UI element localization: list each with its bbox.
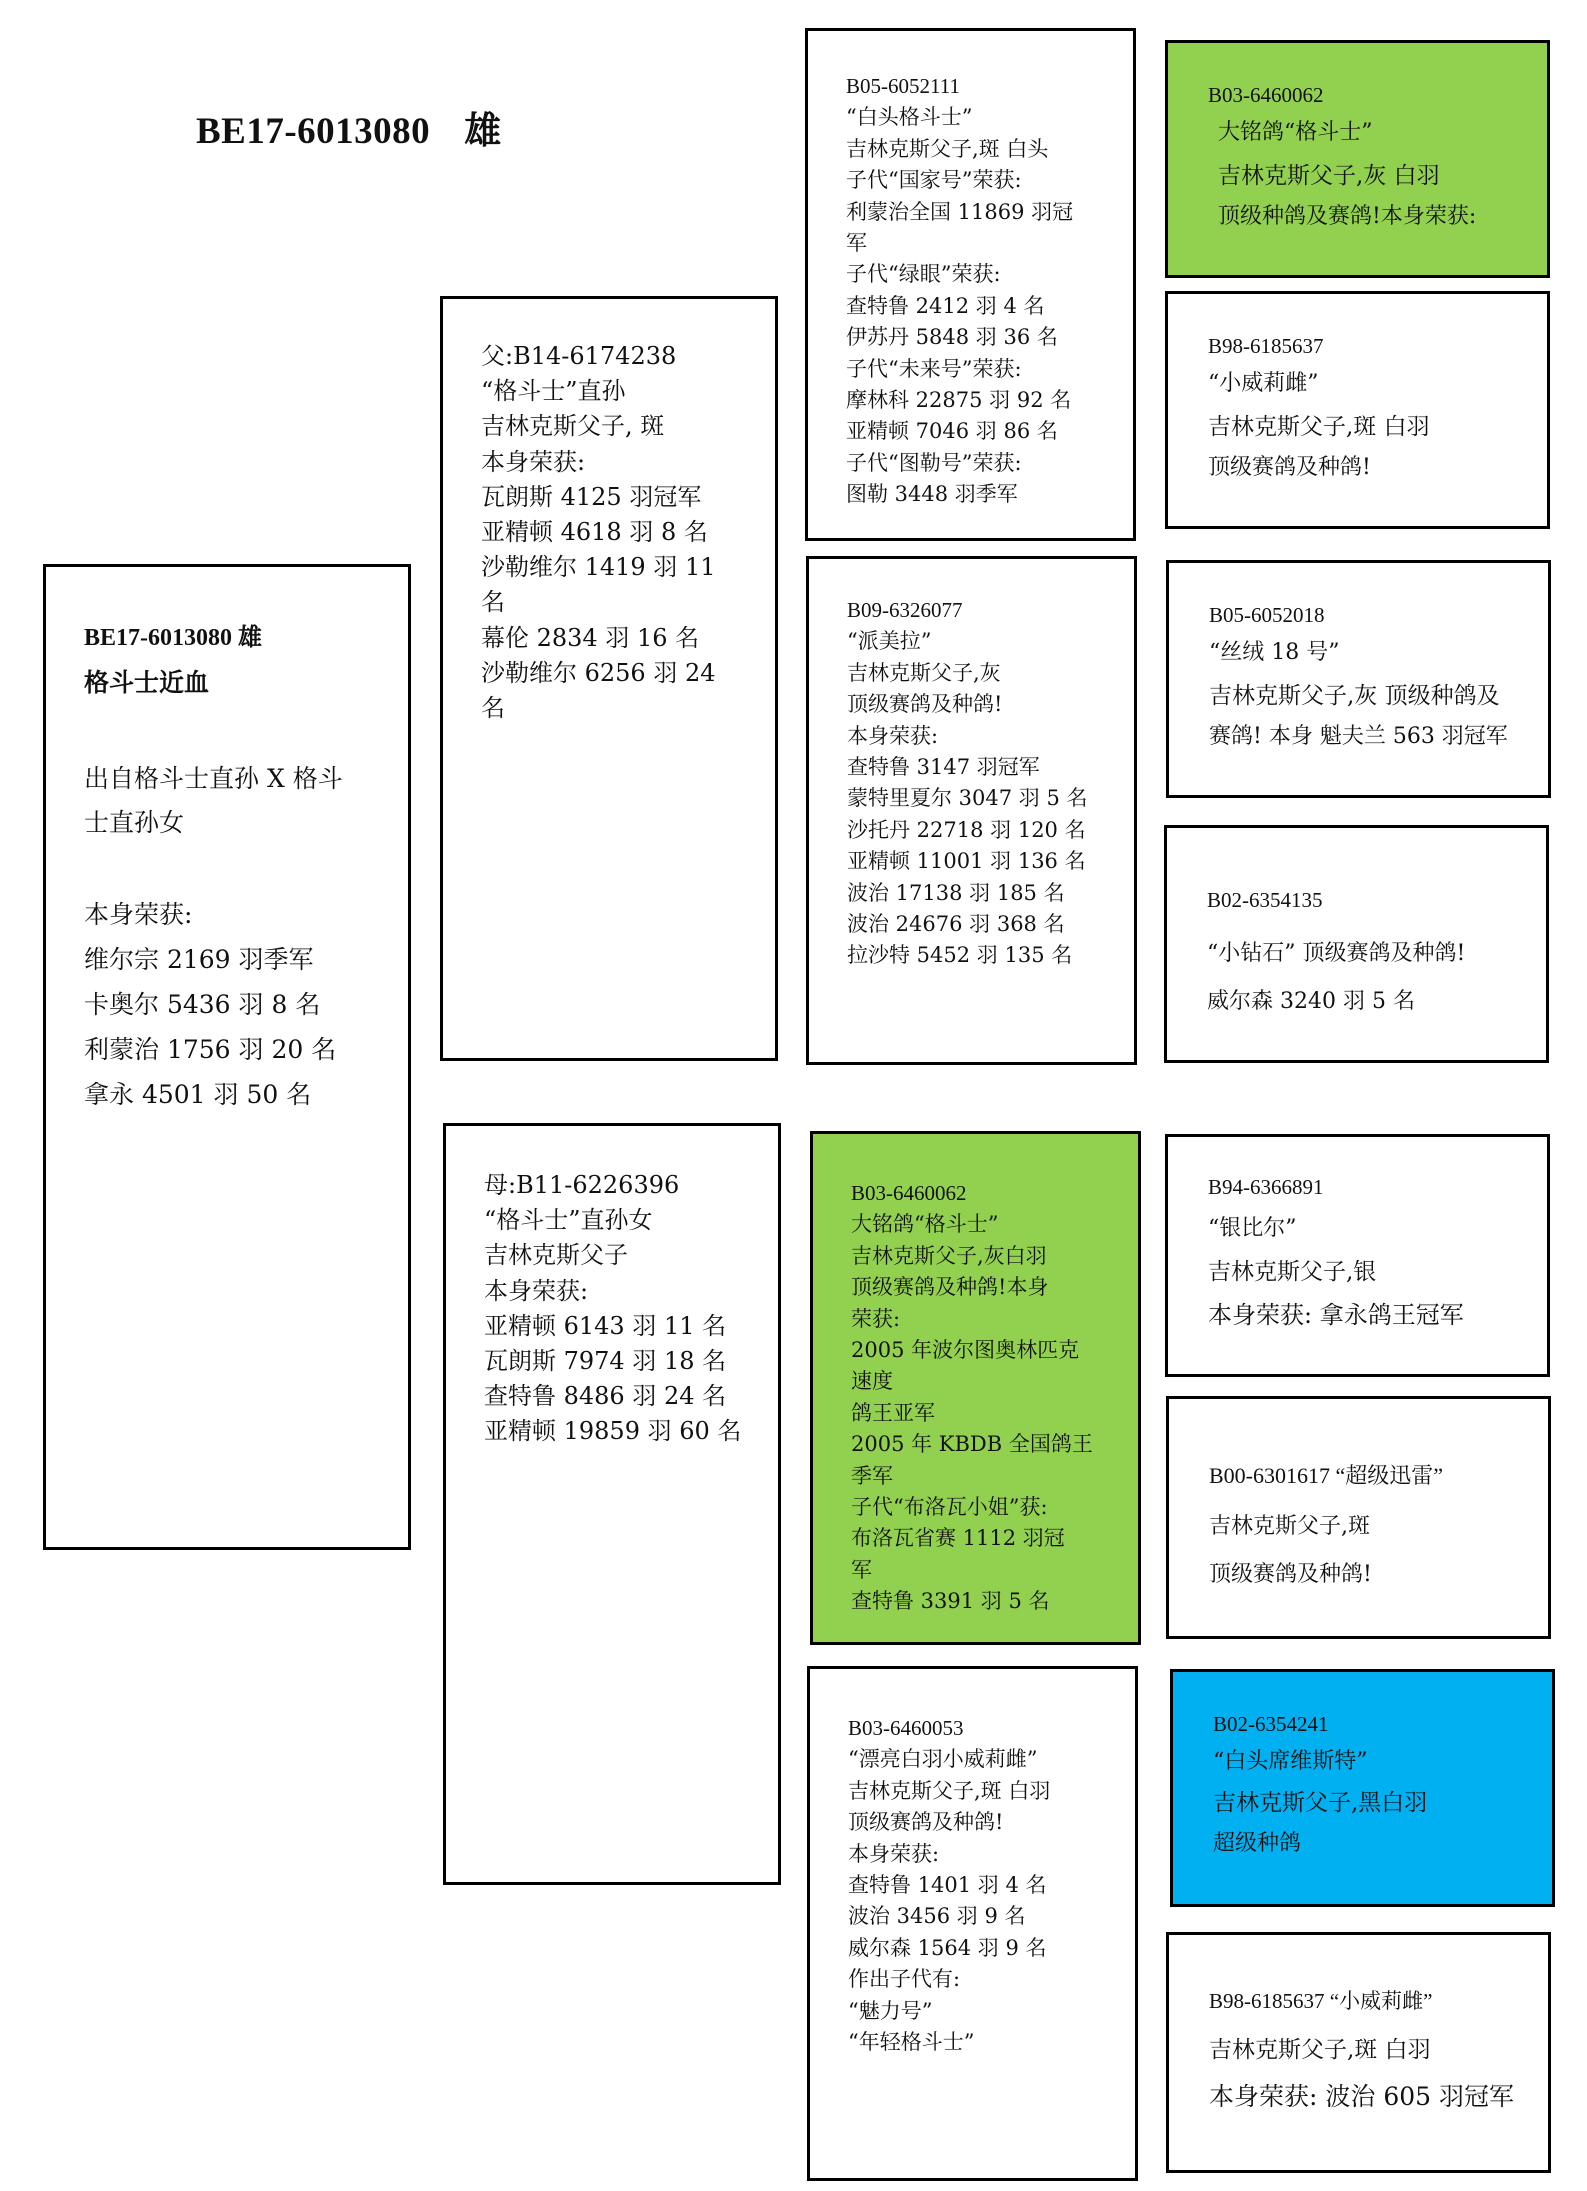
great-grandparent-line: 吉林克斯父子,灰 顶级种鸽及 xyxy=(1209,683,1500,709)
sire-line: 本身荣获: xyxy=(481,447,586,476)
dam-card xyxy=(443,1123,781,1885)
title-ring: BE17-6013080 xyxy=(196,111,431,152)
subject-awards-label: 本身荣获: xyxy=(84,900,193,929)
grandparent-line: 蒙特里夏尔 3047 羽 5 名 xyxy=(847,786,1088,811)
grandparent-line: B03-6460062 xyxy=(851,1181,967,1205)
grandparent-line: 速度 xyxy=(851,1369,893,1394)
grandparent-line: 本身荣获: xyxy=(848,1841,940,1866)
grandparent-line: 利蒙治全国 11869 羽冠 xyxy=(846,199,1074,224)
great-grandparent-card xyxy=(1165,1134,1550,1377)
grandparent-line: 查特鲁 3147 羽冠军 xyxy=(847,755,1040,780)
grandparent-line: 图勒 3448 羽季军 xyxy=(846,482,1018,507)
dam-line: 母:B11-6226396 xyxy=(484,1171,680,1199)
grandparent-line: 军 xyxy=(851,1557,872,1582)
great-grandparent-line: 吉林克斯父子,斑 白羽 xyxy=(1209,2037,1431,2063)
grandparent-line: 2005 年 KBDB 全国鸽王 xyxy=(851,1432,1093,1457)
subject-strain: 格斗士近血 xyxy=(84,668,210,697)
dam-line: 亚精顿 19859 羽 60 名 xyxy=(484,1417,742,1446)
grandparent-line: 亚精顿 11001 羽 136 名 xyxy=(847,849,1086,874)
subject-award: 利蒙治 1756 羽 20 名 xyxy=(84,1035,337,1064)
sire-line: “格斗士”直孙 xyxy=(481,377,626,406)
great-grandparent-line: B98-6185637 xyxy=(1208,334,1324,358)
grandparent-line: 荣获: xyxy=(851,1306,901,1331)
sire-line: 父:B14-6174238 xyxy=(481,342,677,370)
dam-line: “格斗士”直孙女 xyxy=(484,1206,653,1235)
grandparent-line: 顶级赛鸽及种鸽! xyxy=(848,1810,1004,1835)
great-grandparent-line: “银比尔” xyxy=(1208,1216,1297,1241)
great-grandparent-line: “白头席维斯特” xyxy=(1213,1749,1368,1774)
great-grandparent-line: 吉林克斯父子,斑 白羽 xyxy=(1208,414,1430,440)
paternal-granddam-card xyxy=(806,556,1137,1065)
subject-award: 拿永 4501 羽 50 名 xyxy=(84,1080,312,1109)
grandparent-line: 波治 24676 羽 368 名 xyxy=(847,912,1065,937)
subject-award: 卡奥尔 5436 羽 8 名 xyxy=(84,990,321,1019)
sire-line: 名 xyxy=(481,694,505,723)
grandparent-line: 查特鲁 2412 羽 4 名 xyxy=(846,293,1045,318)
maternal-grandsire-card xyxy=(810,1131,1141,1645)
great-grandparent-line: 顶级种鸽及赛鸽!本身荣获: xyxy=(1218,204,1477,229)
great-grandparent-line: 顶级赛鸽及种鸽! xyxy=(1208,455,1371,480)
grandparent-line: 子代“图勒号”荣获: xyxy=(846,450,1022,475)
sire-card xyxy=(440,296,778,1061)
grandparent-line: 顶级赛鸽及种鸽! xyxy=(847,692,1003,717)
grandparent-line: 拉沙特 5452 羽 135 名 xyxy=(847,943,1073,968)
grandparent-line: “白头格斗士” xyxy=(846,105,973,130)
great-grandparent-card xyxy=(1166,560,1551,798)
grandparent-line: 子代“未来号”荣获: xyxy=(846,356,1022,381)
grandparent-line: 亚精顿 7046 羽 86 名 xyxy=(846,419,1058,444)
great-grandparent-line: “丝绒 18 号” xyxy=(1209,640,1340,665)
great-grandparent-card xyxy=(1166,1396,1551,1639)
grandparent-line: 子代“布洛瓦小姐”获: xyxy=(851,1495,1048,1520)
sire-line: 名 xyxy=(481,588,505,617)
grandparent-line: “漂亮白羽小威莉雌” xyxy=(848,1747,1038,1772)
great-grandparent-card xyxy=(1170,1669,1555,1907)
grandparent-line: 顶级赛鸽及种鸽!本身 xyxy=(851,1275,1049,1300)
grandparent-line: 查特鲁 3391 羽 5 名 xyxy=(851,1589,1050,1614)
great-grandparent-line: B02-6354241 xyxy=(1213,1712,1329,1736)
great-grandparent-card xyxy=(1166,1932,1551,2173)
grandparent-line: 摩林科 22875 羽 92 名 xyxy=(846,388,1072,413)
grandparent-line: 季军 xyxy=(851,1463,893,1488)
dam-line: 吉林克斯父子 xyxy=(484,1241,628,1270)
great-grandparent-line: B94-6366891 xyxy=(1208,1175,1324,1199)
dam-line: 瓦朗斯 7974 羽 18 名 xyxy=(484,1347,727,1376)
great-grandparent-card xyxy=(1164,825,1549,1063)
grandparent-line: 子代“国家号”荣获: xyxy=(846,168,1022,193)
title-sex: 雄 xyxy=(464,111,502,152)
sire-line: 幕伦 2834 羽 16 名 xyxy=(481,623,700,652)
grandparent-line: 吉林克斯父子,灰白羽 xyxy=(851,1243,1047,1268)
great-grandparent-card xyxy=(1165,291,1550,529)
grandparent-line: 吉林克斯父子,斑 白羽 xyxy=(848,1778,1051,1803)
subject-origin-line: 出自格斗士直孙 X 格斗 xyxy=(84,764,343,793)
dam-line: 亚精顿 6143 羽 11 名 xyxy=(484,1311,727,1340)
great-grandparent-line: 吉林克斯父子,银 xyxy=(1208,1259,1377,1285)
subject-card xyxy=(43,564,411,1550)
maternal-granddam-card xyxy=(807,1666,1138,2181)
grandparent-line: 2005 年波尔图奥林匹克 xyxy=(851,1338,1080,1363)
great-grandparent-line: B02-6354135 xyxy=(1207,888,1323,912)
grandparent-line: 本身荣获: xyxy=(847,723,939,748)
grandparent-line: 作出子代有: xyxy=(848,1967,961,1992)
grandparent-line: 布洛瓦省赛 1112 羽冠 xyxy=(851,1526,1065,1551)
grandparent-line: 吉林克斯父子,灰 xyxy=(847,660,1001,685)
grandparent-line: 沙托丹 22718 羽 120 名 xyxy=(847,817,1086,842)
grandparent-line: “魅力号” xyxy=(848,1998,933,2023)
grandparent-line: 伊苏丹 5848 羽 36 名 xyxy=(846,325,1058,350)
great-grandparent-line: B00-6301617 “超级迅雷” xyxy=(1209,1463,1444,1488)
great-grandparent-line: 本身荣获: 波治 605 羽冠军 xyxy=(1209,2082,1514,2111)
great-grandparent-line: B98-6185637 “小威莉雌” xyxy=(1209,1989,1433,2013)
sire-line: 沙勒维尔 1419 羽 11 xyxy=(481,553,716,582)
sire-line: 吉林克斯父子, 斑 xyxy=(481,412,665,441)
subject-ring: BE17-6013080 雄 xyxy=(84,625,263,651)
subject-origin-line: 士直孙女 xyxy=(84,808,185,837)
grandparent-line: 威尔森 1564 羽 9 名 xyxy=(848,1935,1047,1960)
grandparent-line: 波治 17138 羽 185 名 xyxy=(847,880,1065,905)
great-grandparent-line: 大铭鸽“格斗士” xyxy=(1218,120,1373,145)
grandparent-line: 大铭鸽“格斗士” xyxy=(851,1212,999,1237)
great-grandparent-card xyxy=(1165,40,1550,278)
great-grandparent-line: 本身荣获: 拿永鸽王冠军 xyxy=(1208,1301,1464,1329)
great-grandparent-line: 超级种鸽 xyxy=(1213,1831,1302,1856)
grandparent-line: 查特鲁 1401 羽 4 名 xyxy=(848,1873,1047,1898)
great-grandparent-line: 赛鸽! 本身 魁夫兰 563 羽冠军 xyxy=(1209,724,1508,749)
grandparent-line: 子代“绿眼”荣获: xyxy=(846,262,1001,287)
dam-line: 查特鲁 8486 羽 24 名 xyxy=(484,1382,727,1411)
great-grandparent-line: 吉林克斯父子,黑白羽 xyxy=(1213,1790,1428,1816)
subject-award: 维尔宗 2169 羽季军 xyxy=(84,945,314,974)
dam-line: 本身荣获: xyxy=(484,1276,589,1305)
grandparent-line: 鸽王亚军 xyxy=(851,1400,935,1425)
great-grandparent-line: “小威莉雌” xyxy=(1208,371,1319,396)
sire-line: 沙勒维尔 6256 羽 24 xyxy=(481,658,716,687)
sire-line: 瓦朗斯 4125 羽冠军 xyxy=(481,482,702,511)
grandparent-line: B03-6460053 xyxy=(848,1716,964,1740)
great-grandparent-line: 吉林克斯父子,灰 白羽 xyxy=(1218,163,1440,189)
grandparent-line: “派美拉” xyxy=(847,629,932,654)
great-grandparent-line: 吉林克斯父子,斑 xyxy=(1209,1514,1370,1539)
great-grandparent-line: B03-6460062 xyxy=(1208,83,1324,107)
great-grandparent-line: 威尔森 3240 羽 5 名 xyxy=(1207,989,1415,1014)
paternal-grandsire-card xyxy=(805,28,1136,541)
grandparent-line: “年轻格斗士” xyxy=(848,2030,975,2055)
page-title xyxy=(196,100,536,154)
great-grandparent-line: B05-6052018 xyxy=(1209,603,1325,627)
grandparent-line: 吉林克斯父子,斑 白头 xyxy=(846,136,1049,161)
grandparent-line: 军 xyxy=(846,231,867,256)
grandparent-line: B09-6326077 xyxy=(847,598,963,622)
grandparent-line: B05-6052111 xyxy=(846,74,960,98)
great-grandparent-line: 顶级赛鸽及种鸽! xyxy=(1209,1562,1372,1587)
sire-line: 亚精顿 4618 羽 8 名 xyxy=(481,518,708,547)
grandparent-line: 波治 3456 羽 9 名 xyxy=(848,1904,1026,1929)
great-grandparent-line: “小钻石” 顶级赛鸽及种鸽! xyxy=(1207,941,1466,966)
